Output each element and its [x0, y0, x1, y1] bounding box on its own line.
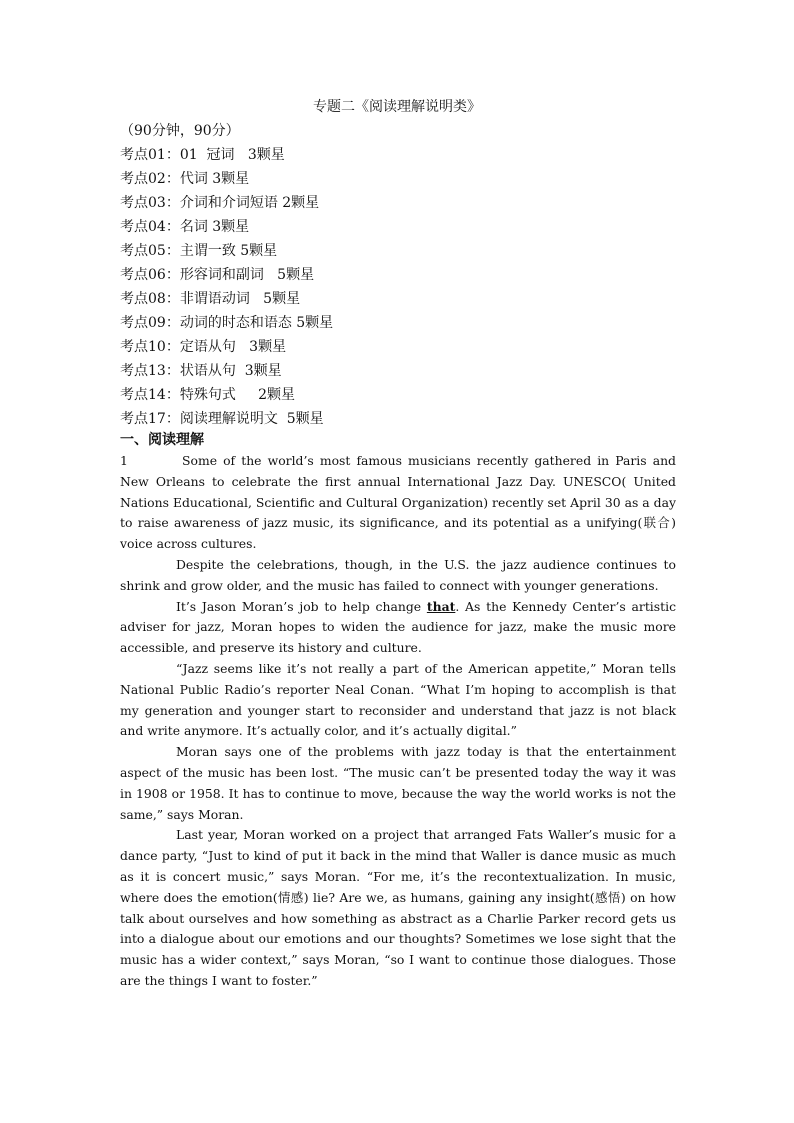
question-number: 1	[120, 453, 128, 468]
kaodian-item: 考点09：动词的时态和语态 5颗星	[120, 315, 334, 331]
paragraph-text: . As the Kennedy Center’s artistic adviser for jazz, Moran hopes to widen the audience for jazz, make the music more accessible, and preserve its history and culture.	[120, 598, 677, 656]
kaodian-item: 考点01：01 冠词 3颗星	[120, 147, 285, 163]
kaodian-item: 考点14：特殊句式 2颗星	[120, 387, 295, 403]
section-heading: 一、阅读理解	[120, 432, 204, 448]
paragraph-text: It’s Jason Moran’s job to help change	[176, 598, 427, 614]
passage-paragraph-5: Moran says one of the problems with jazz today is that the entertainment aspect of the music has been lost. “The music can’t be presented today the way it was in 1908 or 1958. It has to continue to move, because the way the world works is not the same,” says Moran.	[120, 744, 676, 822]
kaodian-item: 考点04：名词 3颗星	[120, 219, 250, 235]
underlined-word: that	[426, 598, 456, 614]
kaodian-list	[120, 145, 333, 433]
kaodian-item: 考点05：主谓一致 5颗星	[120, 243, 278, 259]
kaodian-item: 考点03：介词和介词短语 2颗星	[120, 195, 320, 211]
kaodian-item: 考点17：阅读理解说明文 5颗星	[120, 411, 324, 427]
kaodian-item: 考点10：定语从句 3颗星	[120, 339, 287, 355]
passage-paragraph-6: Last year, Moran worked on a project that arranged Fats Waller’s music for a dance party, “Just to kind of put it back in the mind that Waller is dance music as much as it is concert music,” says Moran. “For me, it’s the recontextualization. In music, where does the emotion(情感) lie? Are we, as humans, gaining any insight(感悟) on how talk about ourselves and how something as abstract as a Charlie Parker record gets us into a dialogue about our emotions and our thoughts? Sometimes we lose sight that the music has a wider context,” says Moran, “so I want to continue those dialogues. Those are the things I want to foster.”	[120, 827, 676, 988]
kaodian-item: 考点06：形容词和副词 5颗星	[120, 267, 315, 283]
kaodian-item: 考点02：代词 3颗星	[120, 171, 250, 187]
paragraph-text: Some of the world’s most famous musicians recently gathered in Paris and New Orleans to celebrate the first annual International Jazz Day. UNESCO( United Nations Educational, Scientific and Cultural Organization) recently set April 30 as a day to raise awareness of jazz music, its significance, and its potential as a unifying(联合) voice across cultures.	[120, 453, 676, 552]
passage-paragraph-4: “Jazz seems like it’s not really a part of the American appetite,” Moran tells National Public Radio’s reporter Neal Conan. “What I’m hoping to accomplish is that my generation and younger start to reconsider and understand that jazz is not black and write anymore. It’s actually color, and it’s actually digital.”	[120, 660, 676, 739]
kaodian-item: 考点08：非谓语动词 5颗星	[120, 291, 301, 307]
kaodian-item: 考点13：状语从句 3颗星	[120, 363, 282, 379]
passage-paragraph-2: Despite the celebrations, though, in the U.S. the jazz audience continues to shrink and grow older, and the music has failed to connect with younger generations.	[120, 556, 676, 593]
reading-passage	[120, 451, 676, 992]
passage-paragraph-3	[120, 597, 676, 659]
document-title: 专题二《阅读理解说明类》	[313, 99, 481, 115]
passage-paragraph-1	[120, 451, 676, 555]
time-score-note: （90分钟，90分）	[120, 123, 240, 139]
